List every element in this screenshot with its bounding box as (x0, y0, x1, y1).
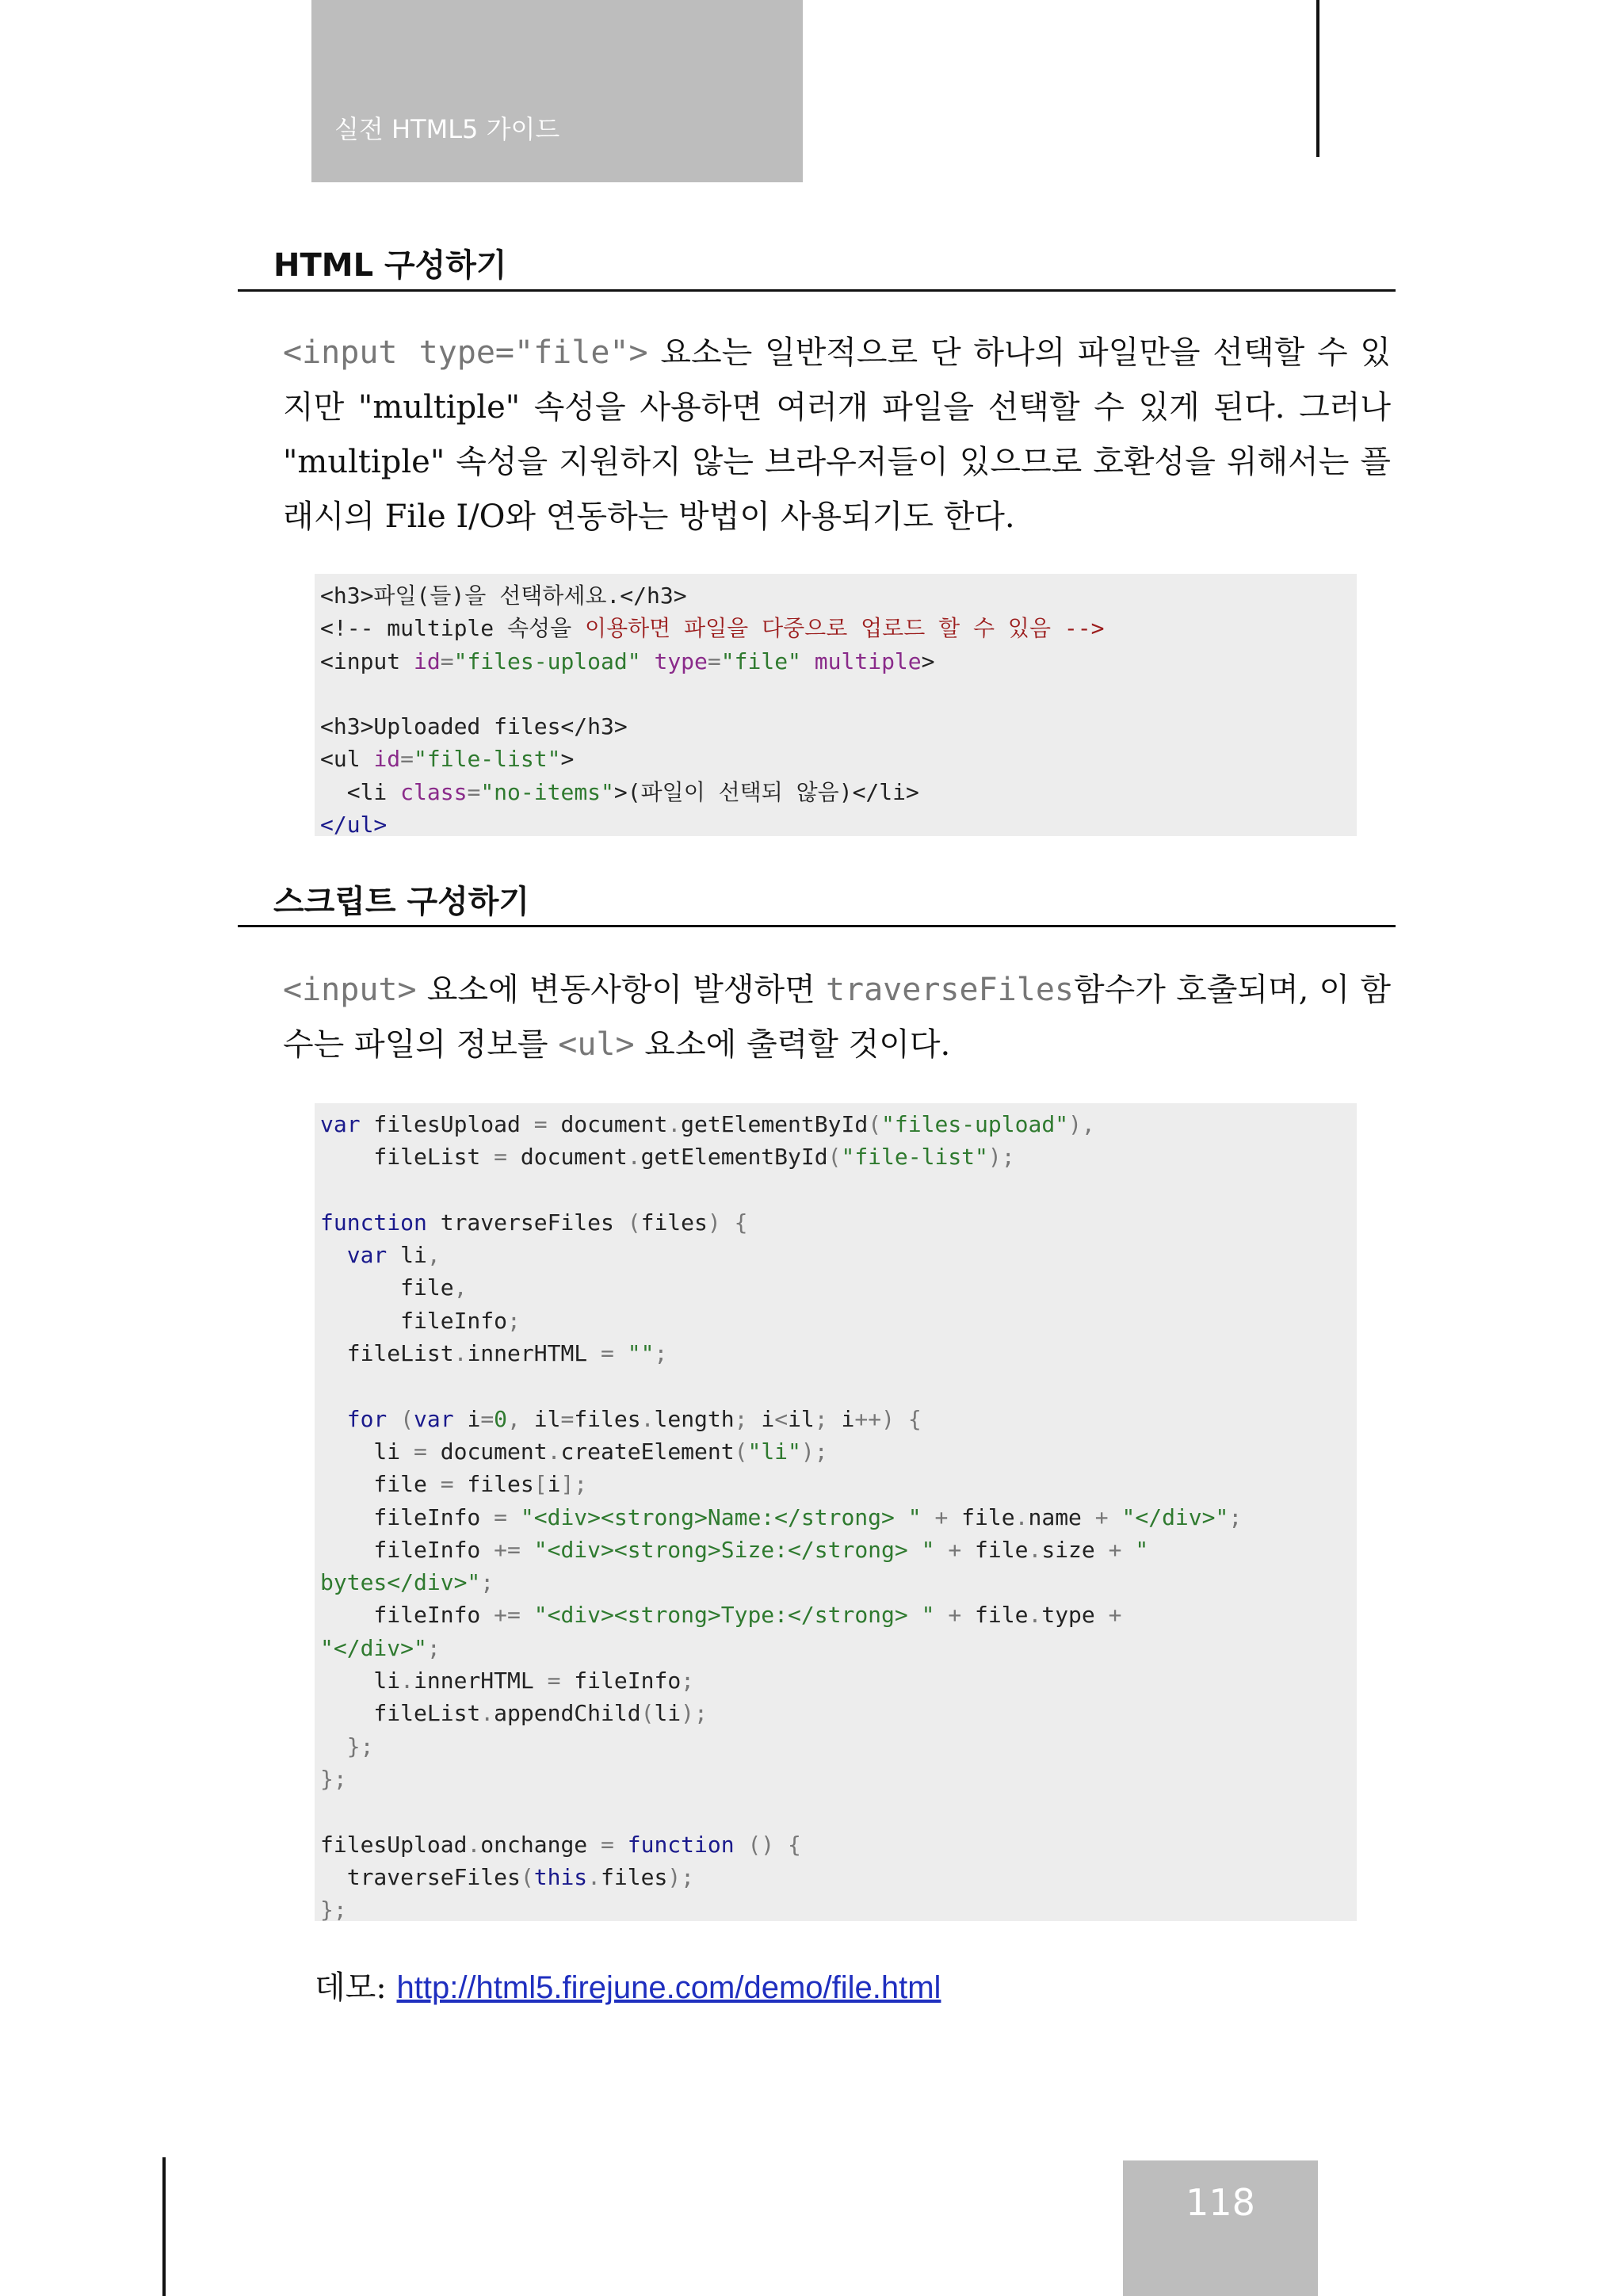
section-heading-script: 스크립트 구성하기 (273, 884, 530, 920)
code-token: i (453, 1405, 481, 1432)
code-token: type (654, 648, 708, 674)
demo-line (315, 1962, 941, 2008)
section-heading-html: HTML 구성하기 (273, 247, 507, 284)
code-token: length (654, 1405, 735, 1432)
margin-line-top (1316, 0, 1319, 157)
code-token: type (1041, 1602, 1109, 1629)
code-line (320, 1403, 1357, 1435)
code-token: filesUpload (360, 1111, 534, 1137)
code-token: < (774, 1405, 789, 1432)
code-token: ); (987, 1144, 1015, 1171)
demo-label: 데모: (315, 1969, 397, 2006)
code-token: i (827, 1405, 855, 1432)
code-line (320, 579, 1357, 612)
code-token: class (400, 778, 468, 805)
code-token: ; (734, 1405, 748, 1432)
code-token: filesUpload (320, 1831, 468, 1858)
code-token: innerHTML (414, 1668, 548, 1694)
code-token: function (627, 1831, 735, 1858)
code-token: document (507, 1144, 628, 1171)
code-token: <li (320, 778, 401, 805)
code-token: > (560, 746, 575, 773)
code-line (320, 1730, 1357, 1763)
code-token: = (601, 1831, 614, 1858)
code-token: document (426, 1438, 548, 1465)
code-token: + (948, 1536, 962, 1563)
code-token: innerHTML (467, 1340, 601, 1367)
code-token: <input (320, 648, 414, 674)
code-line (320, 1534, 1357, 1566)
code-token (934, 1602, 948, 1628)
code-line (320, 645, 1357, 678)
code-token (614, 1832, 628, 1858)
code-line (320, 1271, 1357, 1304)
code-token: ); (667, 1863, 695, 1890)
code-token (895, 1406, 908, 1432)
code-token: " (1135, 1536, 1149, 1563)
code-token: "files-upload" (881, 1111, 1069, 1137)
inline-code: <input type="file"> (283, 334, 648, 371)
code-line (320, 1140, 1357, 1173)
code-line (320, 1828, 1357, 1861)
code-token: , (426, 1242, 441, 1269)
code-token: var (414, 1405, 454, 1432)
code-line (320, 1861, 1357, 1893)
code-line (320, 776, 1357, 808)
code-token: [ (533, 1471, 548, 1498)
code-token (614, 1340, 628, 1366)
code-token: multiple (814, 648, 922, 674)
code-token: }; (320, 1765, 347, 1792)
code-token: document (547, 1111, 668, 1137)
paragraph-html (283, 326, 1391, 544)
code-line (320, 1174, 1357, 1206)
code-token: ]; (560, 1471, 588, 1498)
code-token: { (734, 1209, 748, 1236)
code-token: onchange (480, 1831, 601, 1858)
code-token: = (547, 1668, 561, 1694)
paragraph-text: 요소에 변동사항이 발생하면 (416, 972, 826, 1008)
code-token: ( (827, 1144, 842, 1171)
code-token: "no-items" (480, 778, 614, 805)
code-token: ( (868, 1111, 882, 1137)
code-line (320, 1370, 1357, 1402)
code-token: "li" (747, 1438, 801, 1465)
code-line (320, 710, 1357, 743)
code-token: fileInfo (320, 1602, 495, 1629)
code-token: files (601, 1863, 668, 1890)
code-token: = (440, 648, 454, 674)
inline-code: traverseFiles (825, 972, 1075, 1008)
section-rule (238, 289, 1396, 292)
code-token: ( (640, 1700, 655, 1727)
section-rule (238, 925, 1396, 927)
code-line (320, 808, 1357, 836)
code-token: ( (734, 1438, 748, 1465)
code-token: id (414, 648, 441, 674)
margin-line-bottom (162, 2157, 166, 2296)
code-token: ); (681, 1700, 708, 1727)
code-token: }; (320, 1897, 347, 1921)
code-token (735, 1832, 748, 1858)
code-token: >(파일이 선택되 않음)</li> (613, 778, 919, 805)
code-token: getElementById (681, 1111, 869, 1137)
code-token: ( (400, 1405, 414, 1432)
code-token: <!-- multiple 속성을 (320, 615, 586, 642)
code-token (387, 1406, 400, 1432)
code-line (320, 1501, 1357, 1534)
code-token: "</div>" (320, 1634, 427, 1661)
code-token: files (640, 1209, 708, 1236)
code-token: = (533, 1111, 548, 1137)
demo-link[interactable]: http://html5.firejune.com/demo/file.html (396, 1970, 941, 2005)
code-token: "file" (720, 648, 801, 674)
code-token (1109, 1504, 1122, 1530)
code-token (774, 1832, 788, 1858)
code-line (320, 1305, 1357, 1337)
code-token: = (400, 746, 414, 773)
code-token: file (961, 1536, 1029, 1563)
code-token (507, 1504, 521, 1530)
code-token: ), (1068, 1111, 1095, 1137)
code-token: <h3>파일(들)을 선택하세요.</h3> (320, 583, 687, 609)
code-token: fileList (320, 1700, 481, 1727)
code-line (320, 1108, 1357, 1140)
code-token: ; (814, 1405, 828, 1432)
code-token: bytes</div>" (320, 1569, 481, 1596)
code-token: }; (346, 1733, 374, 1759)
code-token (922, 1504, 935, 1530)
code-token: = (480, 1405, 495, 1432)
code-token (320, 1242, 347, 1268)
code-token: getElementById (640, 1144, 828, 1171)
code-token: . (1028, 1536, 1042, 1563)
code-token: li (654, 1700, 682, 1727)
code-line (320, 1468, 1357, 1500)
code-block-script (315, 1103, 1357, 1921)
code-token: "file-list" (841, 1144, 988, 1171)
code-line (320, 1599, 1357, 1631)
code-token: = (601, 1340, 614, 1367)
code-token (320, 1406, 347, 1432)
code-token: = (494, 1503, 508, 1530)
code-token: 0 (494, 1405, 508, 1432)
code-token: fileInfo (560, 1668, 682, 1694)
code-token: ; (426, 1634, 441, 1661)
code-token: + (934, 1503, 949, 1530)
code-line (320, 1566, 1357, 1599)
code-token: "" (627, 1340, 655, 1367)
inline-code: <input> (283, 972, 417, 1008)
code-token: ++) (854, 1405, 895, 1432)
code-token: file (320, 1471, 441, 1498)
code-token: file (320, 1274, 454, 1301)
code-token: + (948, 1602, 962, 1629)
code-token: ; (507, 1307, 521, 1334)
code-token (721, 1209, 735, 1236)
paragraph-text: 요소는 일반적으로 단 하나의 파일만을 선택할 수 있지만 "multiple" 속성을 사용하면 여러개 파일을 선택할 수 있게 된다. 그러나 "multiple" 속성을 지원하지 않는 브라우저들이 있으므로 호환성을 위해서는 플래시의 File I/O와 연동하는 방법이 사용되기도 한다. (283, 334, 1391, 535)
code-line (320, 1337, 1357, 1370)
code-line (320, 1632, 1357, 1664)
code-block-html (315, 574, 1357, 836)
code-token: il (788, 1405, 815, 1432)
paragraph-text: 요소에 출력할 것이다. (634, 1026, 951, 1063)
code-token: = (467, 778, 481, 805)
code-token: var (346, 1242, 388, 1269)
code-token: ); (800, 1438, 828, 1465)
code-token: . (453, 1340, 468, 1367)
code-line (320, 1206, 1357, 1239)
code-token: name (1028, 1503, 1095, 1530)
code-token: for (346, 1405, 388, 1432)
code-token: ; (480, 1569, 495, 1596)
code-token: <ul (320, 746, 374, 773)
code-line (320, 1763, 1357, 1795)
code-token: { (788, 1831, 801, 1858)
code-token: size (1041, 1536, 1109, 1563)
code-token: function (320, 1209, 427, 1236)
code-token: appendChild (494, 1700, 641, 1727)
code-token: this (533, 1863, 588, 1890)
code-token: fileInfo (320, 1307, 508, 1334)
code-token: createElement (560, 1438, 735, 1465)
header-tab (311, 0, 803, 182)
code-line (320, 1893, 1357, 1921)
code-token: { (907, 1405, 922, 1432)
code-token: = (560, 1405, 575, 1432)
code-token: . (587, 1863, 601, 1890)
code-token: il (520, 1405, 561, 1432)
code-token: ) (707, 1209, 721, 1236)
code-token: li (320, 1438, 414, 1465)
code-token: + (1108, 1536, 1122, 1563)
inline-code: <ul> (558, 1026, 635, 1063)
code-token: li (320, 1668, 401, 1694)
code-token (521, 1537, 534, 1563)
code-token: files (574, 1405, 641, 1432)
code-token: files (453, 1471, 534, 1498)
code-token: . (467, 1831, 481, 1858)
code-token: . (667, 1111, 682, 1137)
code-token: fileList (320, 1340, 454, 1367)
code-token: ; (681, 1668, 695, 1694)
code-token: ; (1228, 1503, 1243, 1530)
code-token: = (494, 1144, 508, 1171)
code-token: fileInfo (320, 1536, 495, 1563)
paragraph-text: 함수가 호출되며, 이 함수는 파일의 정보를 (283, 972, 1391, 1063)
code-token: = (414, 1438, 427, 1465)
code-line (320, 1795, 1357, 1828)
code-token: . (547, 1438, 561, 1465)
code-token (801, 648, 815, 674)
code-token: <h3>Uploaded files</h3> (320, 713, 628, 740)
code-token: "file-list" (414, 746, 561, 773)
code-token: ; (654, 1340, 668, 1367)
code-token (641, 648, 655, 674)
code-token: var (320, 1111, 361, 1137)
code-token: fileList (320, 1144, 495, 1171)
code-token: file (961, 1602, 1029, 1629)
code-token: = (440, 1471, 454, 1498)
code-token: 이용하면 파일을 다중으로 업로드 할 수 있음 --> (585, 615, 1105, 642)
code-token: "files-upload" (453, 648, 641, 674)
code-token: "<div><strong>Name:</strong> " (520, 1503, 922, 1530)
code-token (1122, 1537, 1136, 1563)
code-token: += (494, 1602, 521, 1629)
code-token: id (373, 746, 401, 773)
page-number: 118 (1186, 2181, 1255, 2224)
code-token: </ul> (320, 812, 388, 836)
code-token: traverseFiles (426, 1209, 628, 1236)
code-token: ( (627, 1209, 641, 1236)
code-token (521, 1602, 534, 1628)
code-token: = (707, 648, 721, 674)
code-line (320, 1239, 1357, 1271)
paragraph-script (283, 963, 1391, 1072)
code-token: "</div>" (1121, 1503, 1229, 1530)
code-token: += (494, 1536, 521, 1563)
code-token: . (640, 1405, 655, 1432)
code-line (320, 612, 1357, 644)
code-token: . (400, 1668, 414, 1694)
code-token: . (1028, 1602, 1042, 1629)
code-line (320, 1664, 1357, 1697)
code-token: () (747, 1831, 775, 1858)
code-token: traverseFiles (320, 1863, 521, 1890)
code-token: , (507, 1405, 521, 1432)
code-token: . (480, 1700, 495, 1727)
code-line (320, 1435, 1357, 1468)
code-token: + (1094, 1503, 1109, 1530)
code-token: ( (520, 1863, 534, 1890)
code-token: "<div><strong>Type:</strong> " (533, 1602, 935, 1629)
code-token: + (1108, 1602, 1122, 1629)
code-token: . (1014, 1503, 1029, 1530)
code-token: fileInfo (320, 1503, 495, 1530)
code-token: i (747, 1405, 775, 1432)
book-title: 실전 HTML5 가이드 (334, 114, 560, 144)
code-token (320, 1733, 347, 1759)
code-token: i (547, 1471, 561, 1498)
code-token: "<div><strong>Size:</strong> " (533, 1536, 935, 1563)
code-token: li (387, 1242, 427, 1269)
code-token: . (627, 1144, 641, 1171)
code-token: > (921, 648, 935, 674)
code-line (320, 678, 1357, 710)
code-line (320, 743, 1357, 775)
code-token: , (453, 1274, 468, 1301)
code-token: file (948, 1503, 1015, 1530)
code-line (320, 1697, 1357, 1729)
code-token (934, 1537, 948, 1563)
